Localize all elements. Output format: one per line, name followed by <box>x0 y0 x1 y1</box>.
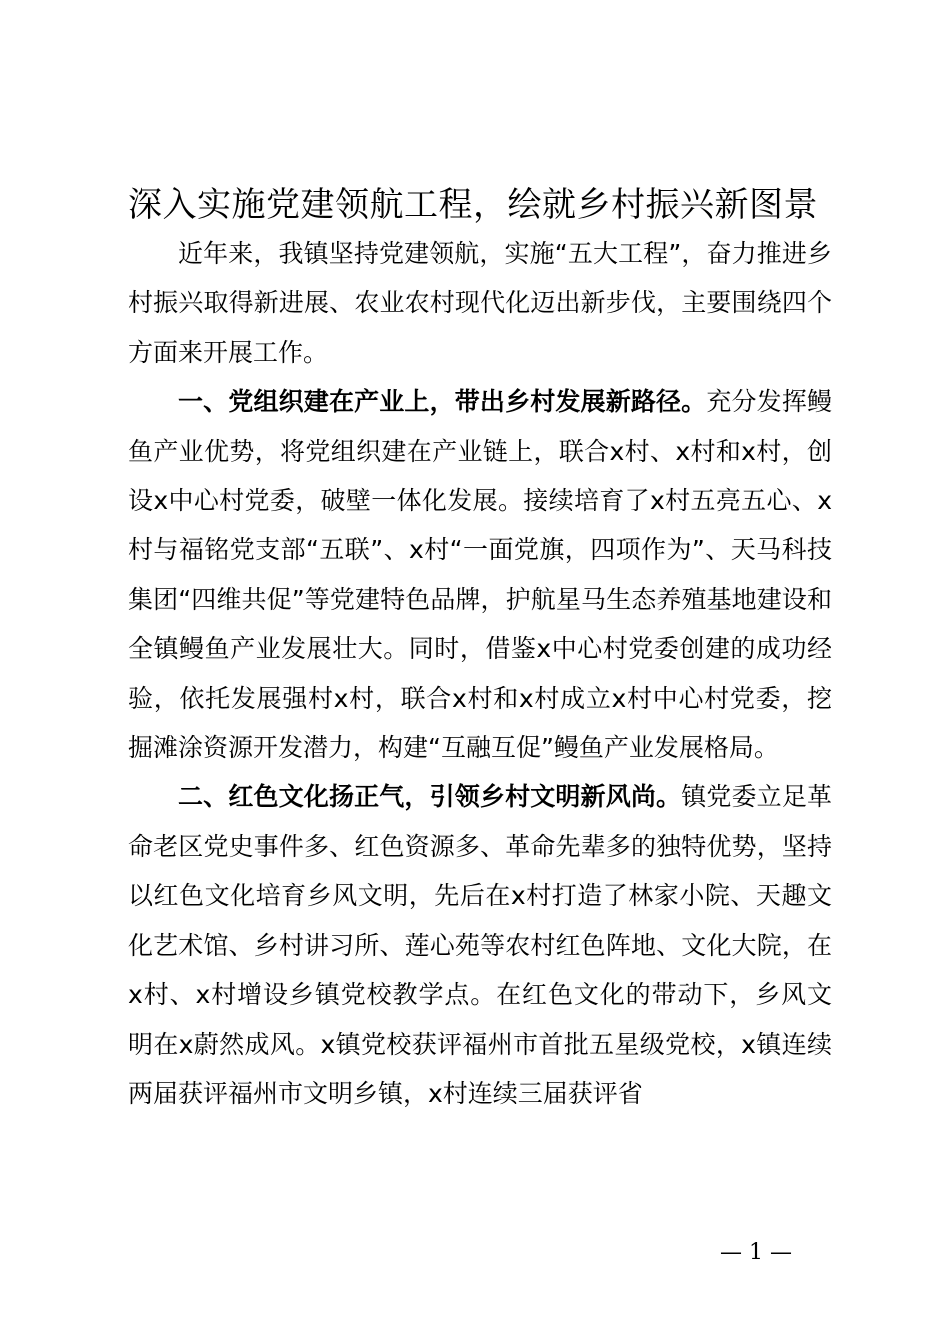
section-1-text: 充分发挥鳗鱼产业优势，将党组织建在产业链上，联合x村、x村和x村，创设x中心村党委，破壁一体化发展。接续培育了x村五亮五心、x村与福铭党支部“五联”、x村“一面党旗，四项作为”、天马科技集团“四维共促”等党建特色品牌，护航星马生态养殖基地建设和全镇鳗鱼产业发展壮大。同时，借鉴x中心村党委创建的成功经验，依托发展强村x村，联合x村和x村成立x村中心村党委，挖掘滩涂资源开发潜力，构建“互融互促”鳗鱼产业发展格局。 <box>128 387 832 763</box>
document-title: 深入实施党建领航工程，绘就乡村振兴新图景 <box>128 185 818 225</box>
section-2-text: 镇党委立足革命老区党史事件多、红色资源多、革命先辈多的独特优势，坚持以红色文化培育乡风文明，先后在x村打造了林家小院、天趣文化艺术馆、乡村讲习所、莲心苑等农村红色阵地、文化大院，在x村、x村增设乡镇党校教学点。在红色文化的带动下，乡风文明在x蔚然成风。x镇党校获评福州市首批五星级党校，x镇连续两届获评福州市文明乡镇，x村连续三届获评省 <box>128 782 832 1108</box>
document-body <box>128 229 832 1118</box>
section-2-paragraph <box>128 772 832 1118</box>
section-2-heading: 二、红色文化扬正气，引领乡村文明新风尚。 <box>178 782 682 812</box>
section-1-heading: 一、党组织建在产业上，带出乡村发展新路径。 <box>178 387 707 417</box>
intro-paragraph: 近年来，我镇坚持党建领航，实施“五大工程”，奋力推进乡村振兴取得新进展、农业农村现代化迈出新步伐，主要围绕四个方面来开展工作。 <box>128 239 832 367</box>
page-number: — 1 — <box>720 1240 792 1265</box>
section-1-paragraph <box>128 377 832 772</box>
